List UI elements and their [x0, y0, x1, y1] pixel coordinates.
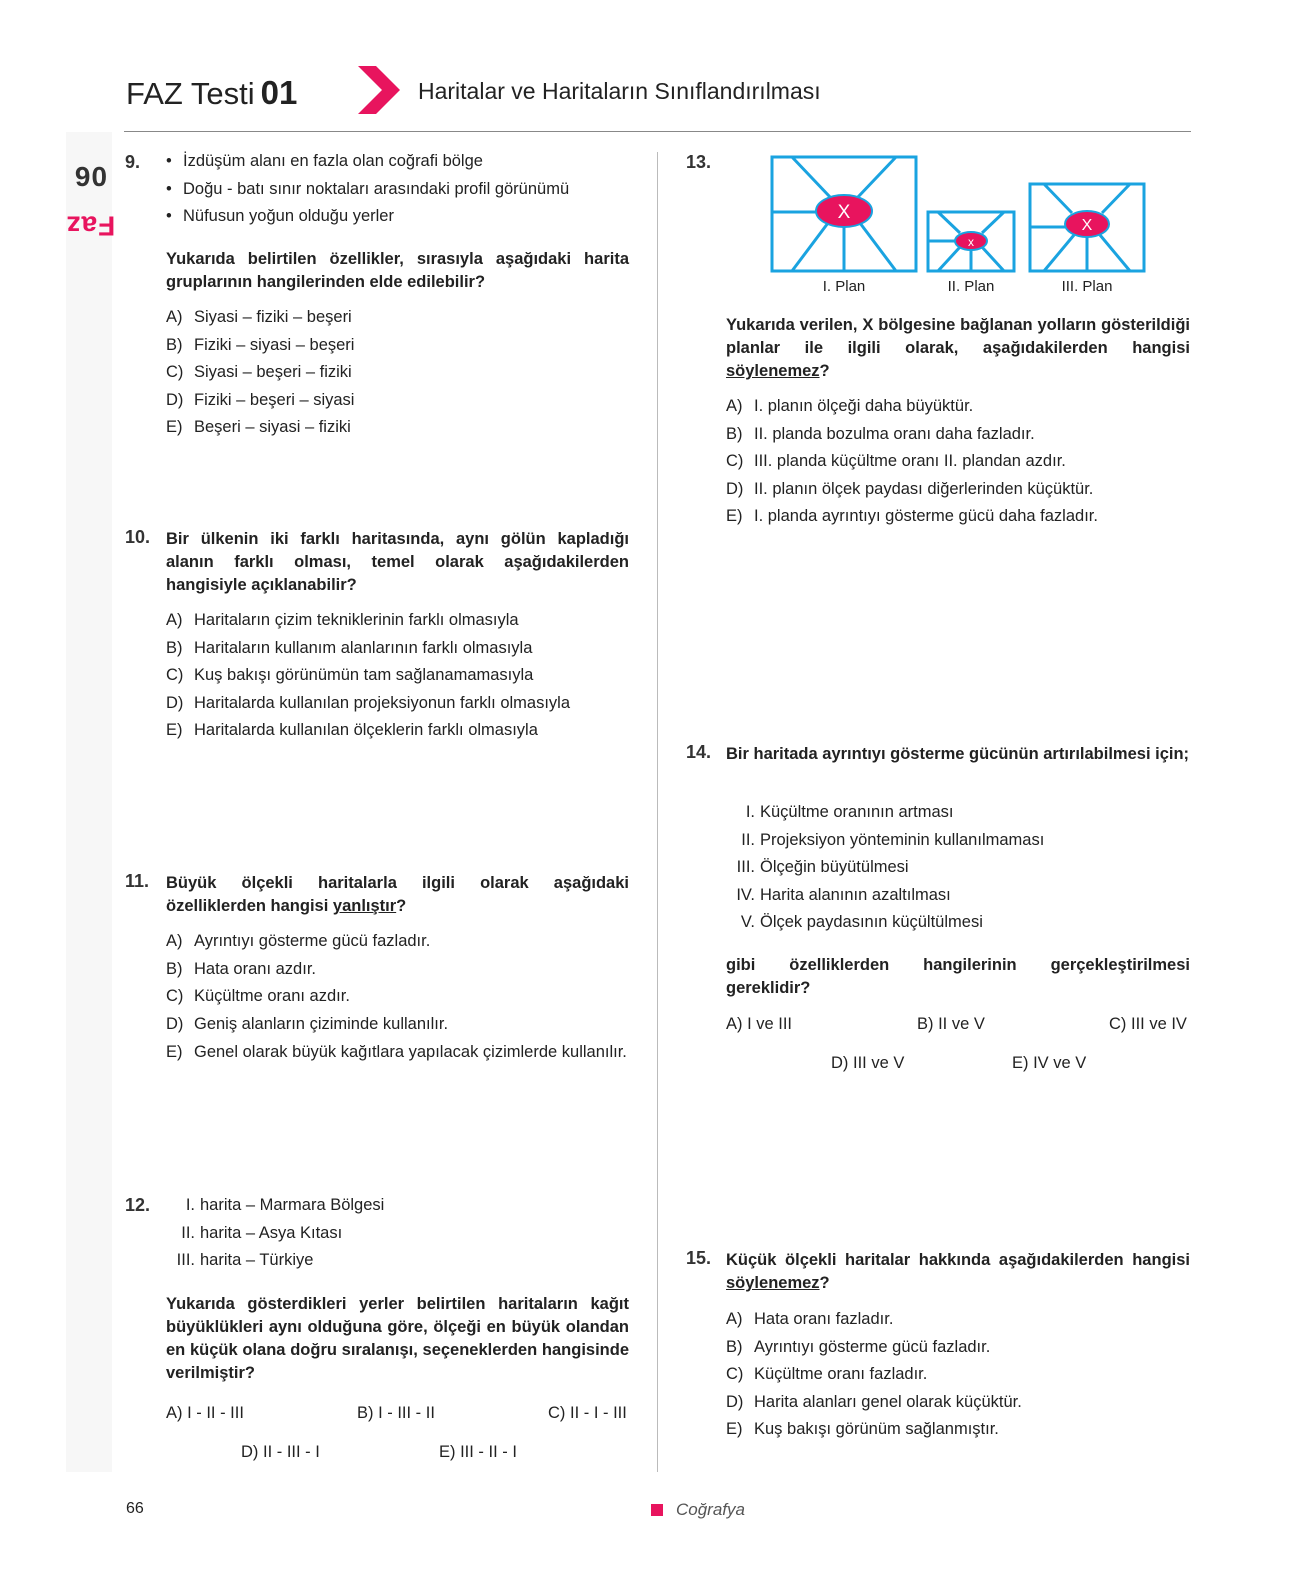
q15-options: [726, 1306, 1196, 1444]
plan-caption: III. Plan: [1061, 278, 1113, 295]
roman-item: IV. Harita alanının azaltılması: [736, 885, 951, 904]
question-text: Bir haritada ayrıntıyı gösterme gücünün artırılabilmesi için;: [726, 745, 1190, 763]
question-text: gibi özelliklerden hangilerinin gerçekleştirilmesi gereklidir?: [726, 956, 1190, 997]
question-text: Yukarıda belirtilen özellikler, sırasıyla aşağıdaki harita gruplarının hangilerinden elde edilebilir?: [166, 250, 629, 291]
answer-option[interactable]: E) I. planda ayrıntıyı gösterme gücü daha fazladır.: [726, 507, 1098, 525]
side-faz-label: Faz06: [65, 161, 115, 242]
answer-option[interactable]: A) Haritaların çizim tekniklerinin farklı olmasıyla: [166, 611, 519, 629]
header-divider: [124, 131, 1191, 132]
marker-label: x: [968, 235, 974, 249]
question-text: Büyük ölçekli haritalarla ilgili olarak aşağıdaki özelliklerden hangisi yanlıştır?: [166, 874, 629, 915]
question-text: Bir ülkenin iki farklı haritasında, aynı gölün kapladığı alanın farklı olması, temel olarak aşağıdakilerden hangisiyle açıklanabilir?: [166, 530, 629, 594]
question-number: 15.: [686, 1248, 712, 1268]
answer-option[interactable]: E) Kuş bakışı görünüm sağlanmıştır.: [726, 1420, 999, 1438]
answer-option[interactable]: D) Geniş alanların çiziminde kullanılır.: [166, 1014, 449, 1033]
roman-item: I. harita – Marmara Bölgesi: [185, 1196, 385, 1214]
plan-caption: II. Plan: [947, 278, 995, 295]
answer-option[interactable]: D) Fiziki – beşeri – siyasi: [166, 390, 355, 409]
answer-option[interactable]: A) Hata oranı fazladır.: [726, 1310, 894, 1328]
subject-label: Coğrafya: [676, 1500, 745, 1519]
q13-options: [726, 393, 1196, 531]
answer-option[interactable]: D) II. planın ölçek paydası diğerlerinden küçüktür.: [726, 479, 1094, 498]
answer-option[interactable]: A) Ayrıntıyı gösterme gücü fazladır.: [166, 932, 431, 950]
test-subtitle: Haritalar ve Haritaların Sınıflandırılması: [418, 78, 821, 104]
q14-items: [726, 799, 1186, 937]
q11-options: [166, 928, 636, 1063]
answer-option[interactable]: A) I. planın ölçeği daha büyüktür.: [726, 397, 974, 415]
roman-item: III. harita – Türkiye: [176, 1251, 314, 1269]
question-text: Yukarıda verilen, X bölgesine bağlanan yolların gösterildiği planlar ile ilgili olarak, aşağıdakilerden hangisi söylenemez?: [726, 316, 1190, 380]
plans-diagram: [770, 155, 1150, 295]
answer-option[interactable]: B) Ayrıntıyı gösterme gücü fazladır.: [726, 1337, 991, 1356]
answer-option[interactable]: C) Siyasi – beşeri – fiziki: [166, 363, 352, 381]
side-strip: [65, 132, 115, 1472]
bullet-item: • Nüfusun yoğun olduğu yerler: [166, 207, 394, 225]
answer-option[interactable]: B) Hata oranı azdır.: [166, 959, 316, 978]
roman-item: II. harita – Asya Kıtası: [181, 1223, 343, 1242]
q10-options: [166, 607, 636, 745]
bullet-item: • Doğu - batı sınır noktaları arasındaki profil görünümü: [166, 179, 570, 198]
roman-item: III. Ölçeğin büyütülmesi: [736, 858, 909, 876]
answer-option[interactable]: C) III ve IV: [1109, 1015, 1187, 1033]
answer-option[interactable]: E) Haritalarda kullanılan ölçeklerin farklı olmasıyla: [166, 721, 538, 739]
answer-option[interactable]: D) II - III - I: [241, 1443, 320, 1461]
answer-option[interactable]: C) III. planda küçültme oranı II. plandan azdır.: [726, 452, 1066, 470]
question-number: 11.: [125, 871, 150, 891]
answer-option[interactable]: C) Kuş bakışı görünümün tam sağlanamamasıyla: [166, 666, 534, 684]
answer-option[interactable]: B) II ve V: [917, 1015, 985, 1033]
q9-options: [166, 304, 636, 442]
answer-option[interactable]: E) IV ve V: [1012, 1054, 1087, 1072]
marker-label: X: [1081, 217, 1093, 234]
question-number: 13.: [686, 152, 712, 172]
answer-option[interactable]: E) III - II - I: [439, 1443, 517, 1461]
answer-option[interactable]: A) Siyasi – fiziki – beşeri: [166, 308, 352, 326]
answer-option[interactable]: D) Harita alanları genel olarak küçüktür.: [726, 1392, 1022, 1411]
square-icon: [651, 1504, 663, 1516]
answer-option[interactable]: A) I ve III: [726, 1015, 793, 1033]
q12-items: [166, 1192, 626, 1275]
roman-item: I. Küçültme oranının artması: [745, 803, 954, 821]
bullet-item: • İzdüşüm alanı en fazla olan coğrafi bölge: [166, 152, 483, 170]
page-number: 66: [126, 1500, 144, 1517]
question-text: Yukarıda gösterdikleri yerler belirtilen haritaların kağıt büyüklükleri aynı olduğuna göre, ölçeği en büyük olandan en küçük olana doğru sıralanışı, seçeneklerden hangisinde verilmiştir?: [166, 1295, 629, 1382]
marker-label: X: [837, 202, 851, 223]
question-number: 10.: [125, 527, 151, 547]
test-number: 01: [260, 74, 298, 111]
test-title: FAZ Testi 01: [126, 74, 298, 111]
answer-option[interactable]: C) II - I - III: [548, 1404, 627, 1422]
roman-item: V. Ölçek paydasının küçültülmesi: [740, 913, 983, 931]
q9-bullets: [166, 148, 636, 231]
answer-option[interactable]: B) II. planda bozulma oranı daha fazladır.: [726, 424, 1035, 443]
answer-option[interactable]: E) Genel olarak büyük kağıtlara yapılacak çizimlerde kullanılır.: [166, 1043, 627, 1061]
chevron-right-icon: [358, 66, 400, 119]
question-number: 12.: [125, 1195, 151, 1215]
answer-option[interactable]: D) III ve V: [831, 1054, 905, 1072]
column-divider: [657, 152, 658, 1472]
answer-option[interactable]: D) Haritalarda kullanılan projeksiyonun farklı olmasıyla: [166, 693, 571, 712]
answer-option[interactable]: C) Küçültme oranı fazladır.: [726, 1365, 928, 1383]
question-number: 14.: [686, 742, 712, 762]
answer-option[interactable]: B) I - III - II: [357, 1404, 435, 1422]
answer-option[interactable]: B) Fiziki – siyasi – beşeri: [166, 335, 355, 354]
plan-caption: I. Plan: [822, 278, 866, 295]
roman-item: II. Projeksiyon yönteminin kullanılmaması: [741, 830, 1045, 849]
answer-option[interactable]: A) I - II - III: [166, 1404, 244, 1422]
answer-option[interactable]: C) Küçültme oranı azdır.: [166, 987, 350, 1005]
answer-option[interactable]: B) Haritaların kullanım alanlarının farklı olmasıyla: [166, 638, 533, 657]
question-number: 9.: [125, 152, 141, 172]
question-text: Küçük ölçekli haritalar hakkında aşağıdakilerden hangisi söylenemez?: [726, 1251, 1190, 1292]
answer-option[interactable]: E) Beşeri – siyasi – fiziki: [166, 418, 351, 436]
